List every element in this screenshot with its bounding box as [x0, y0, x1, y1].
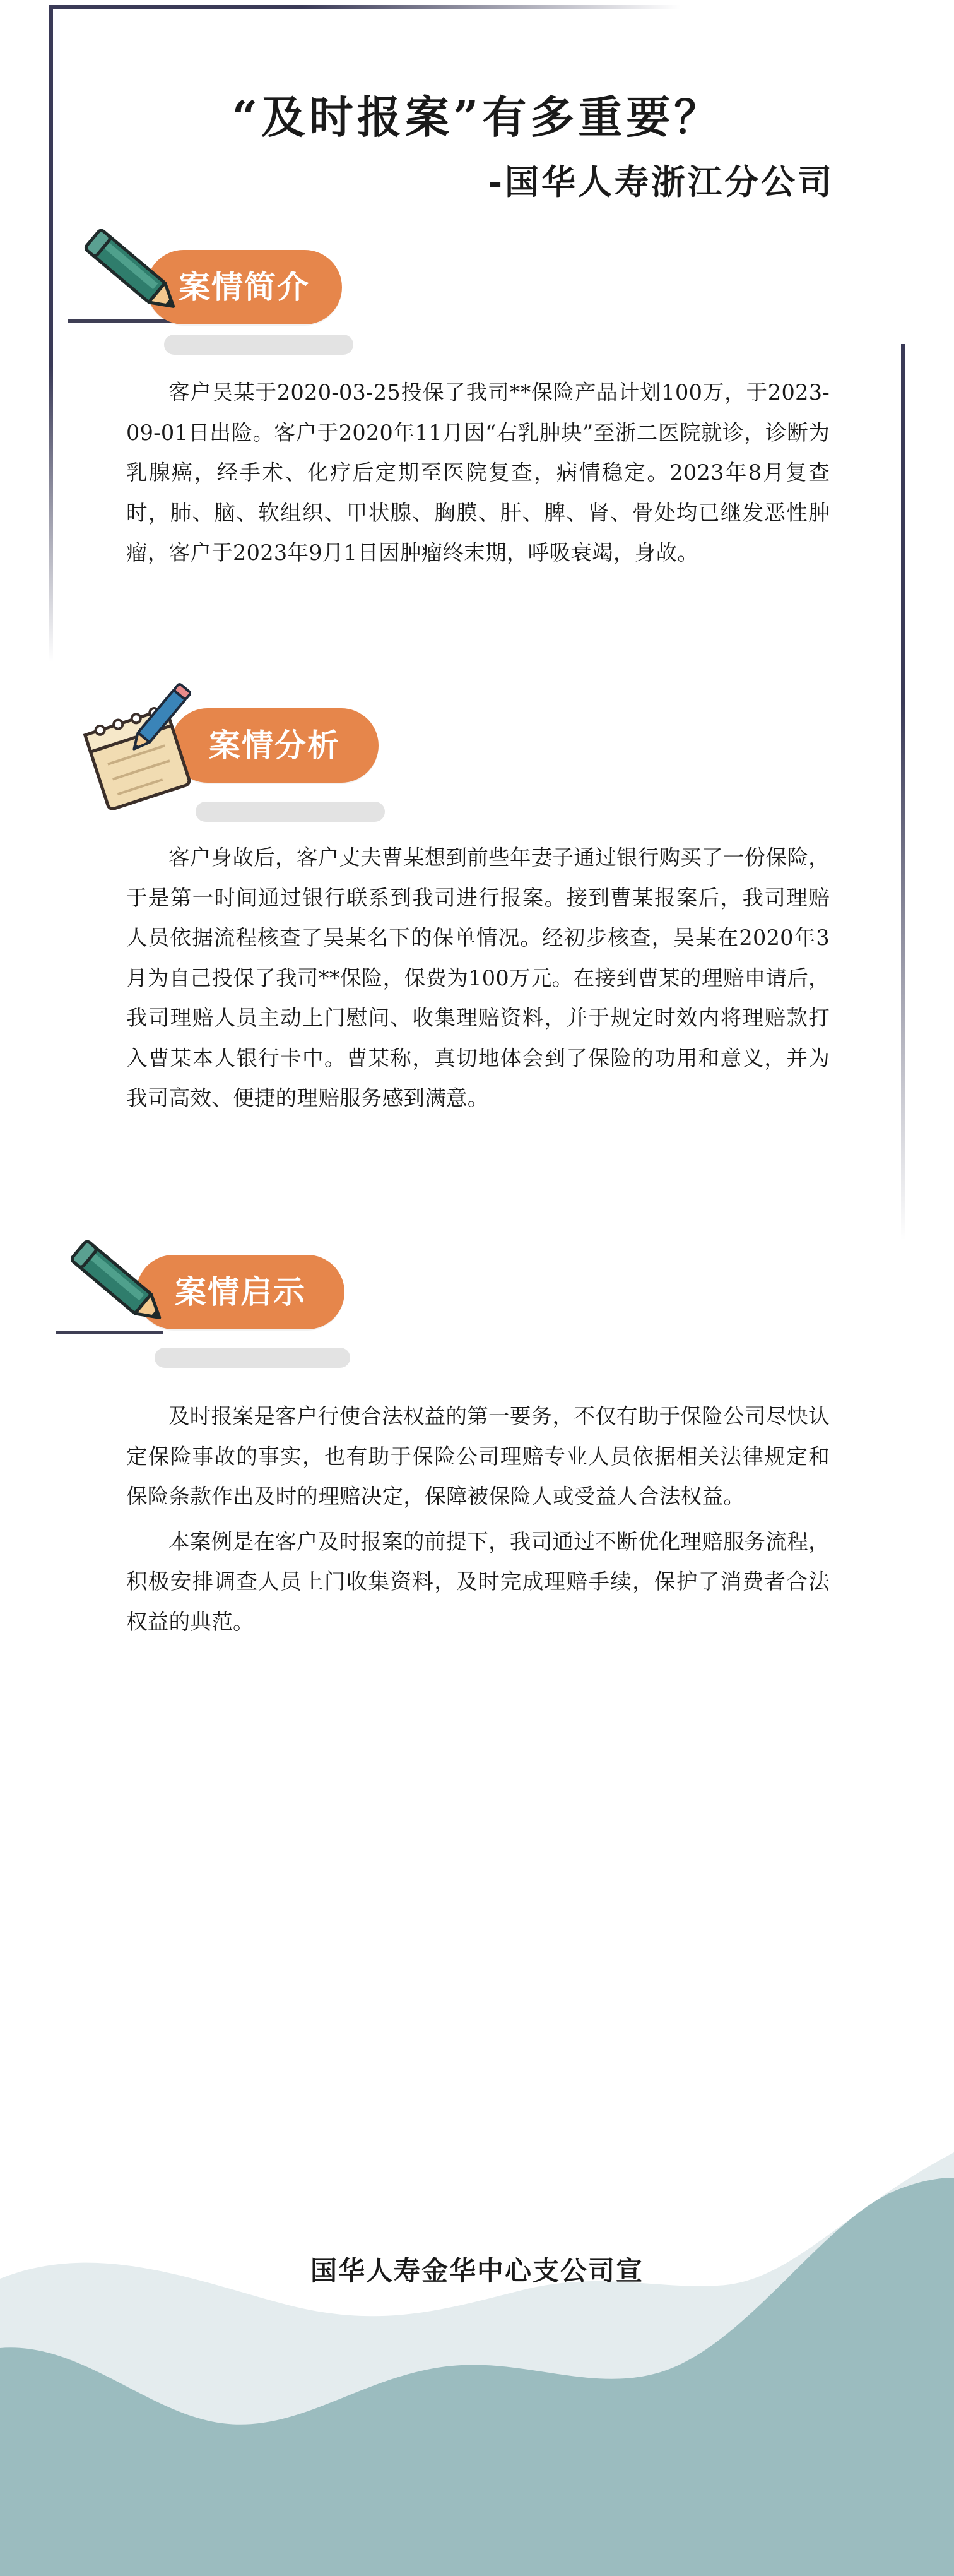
paragraph: 客户吴某于2020-03-25投保了我司**保险产品计划100万，于2023-09-01日出险。客户于2020年11月因“右乳肿块”至浙二医院就诊，诊断为乳腺癌，经手术、化疗后定期至医院复查，病情稳定。2023年8月复查时，肺、脑、软组织、甲状腺、胸膜、肝、脾、肾、骨处均已继发恶性肿瘤，客户于2023年9月1日因肿瘤终末期，呼吸衰竭，身故。 — [126, 380, 830, 565]
pill-shadow — [155, 1348, 350, 1368]
section-heading: 案情启示 — [136, 1255, 344, 1329]
section-intro-header — [63, 215, 391, 360]
frame-top-line — [49, 5, 680, 9]
page-title: “及时报案”有多重要？ — [232, 91, 722, 143]
section-analysis-body — [126, 838, 830, 1119]
section-insight-body — [126, 1396, 830, 1642]
paragraph: 客户身故后，客户丈夫曹某想到前些年妻子通过银行购买了一份保险，于是第一时间通过银行联系到我司进行报案。接到曹某报案后，我司理赔人员依据流程核查了吴某名下的保单情况。经初步核查，吴某在2020年3月为自己投保了我司**保险，保费为100万元。在接到曹某的理赔申请后，我司理赔人员主动上门慰问、收集理赔资料，并于规定时效内将理赔款打入曹某本人银行卡中。曹某称，真切地体会到了保险的功用和意义，并为我司高效、便捷的理赔服务感到满意。 — [126, 845, 830, 1110]
footer-wave-decoration — [0, 2134, 954, 2576]
paragraph: 本案例是在客户及时报案的前提下，我司通过不断优化理赔服务流程，积极安排调查人员上门收集资料，及时完成理赔手续，保护了消费者合法权益的典范。 — [126, 1529, 830, 1634]
section-analysis-header — [69, 675, 448, 833]
page-subtitle: -国华人寿浙江分公司 — [488, 162, 834, 202]
section-insight-header — [50, 1218, 404, 1376]
notepad-pencil-icon — [76, 675, 202, 814]
pencil-icon — [62, 1232, 175, 1339]
pill-shadow — [164, 335, 353, 355]
footer-publisher: 国华人寿金华中心支公司宣 — [310, 2255, 644, 2286]
pill-shadow — [196, 802, 385, 822]
section-heading: 案情分析 — [170, 708, 379, 783]
paragraph: 及时报案是客户行使合法权益的第一要务，不仅有助于保险公司尽快认定保险事故的事实，也有助于保险公司理赔专业人员依据相关法律规定和保险条款作出及时的理赔决定，保障被保险人或受益人合法权益。 — [126, 1404, 830, 1509]
section-heading: 案情简介 — [146, 250, 342, 324]
section-intro-body — [126, 372, 830, 573]
pencil-icon — [76, 221, 189, 328]
frame-right-line — [901, 344, 905, 1240]
